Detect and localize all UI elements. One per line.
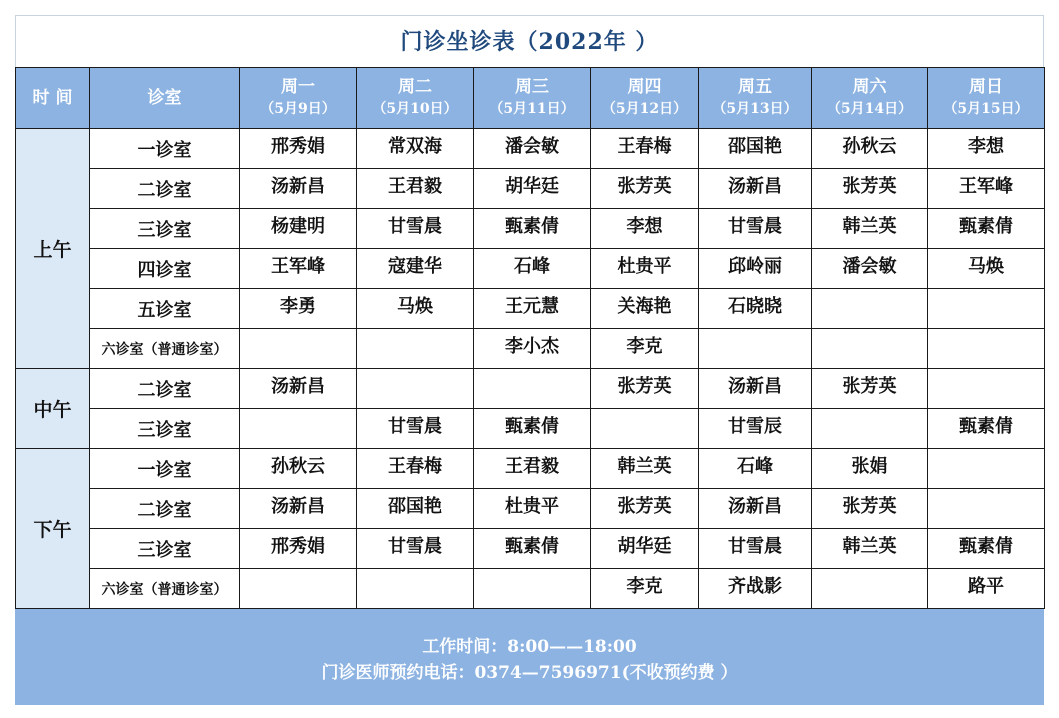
header-day xyxy=(812,68,928,129)
doctor-cell: 杨建明 xyxy=(240,209,357,249)
doctor-cell: 邵国艳 xyxy=(357,489,474,529)
doctor-cell xyxy=(928,289,1045,329)
doctor-cell: 甘雪晨 xyxy=(357,409,474,449)
day-date: （5月15日） xyxy=(943,101,1029,117)
doctor-cell: 王君毅 xyxy=(474,449,591,489)
table-row xyxy=(16,169,1045,209)
doctor-cell: 孙秋云 xyxy=(240,449,357,489)
doctor-cell: 韩兰英 xyxy=(812,209,928,249)
doctor-cell: 关海艳 xyxy=(591,289,699,329)
doctor-cell xyxy=(474,369,591,409)
doctor-cell: 王军峰 xyxy=(928,169,1045,209)
room-name: 三诊室 xyxy=(90,209,240,249)
working-hours: 工作时间：8:00——18:00 xyxy=(422,637,637,657)
doctor-cell xyxy=(591,409,699,449)
day-date: （5月10日） xyxy=(372,101,458,117)
doctor-cell: 张芳英 xyxy=(812,369,928,409)
table-row xyxy=(16,569,1045,609)
doctor-cell xyxy=(812,289,928,329)
doctor-cell: 甘雪晨 xyxy=(699,209,812,249)
doctor-cell: 张芳英 xyxy=(591,169,699,209)
table-row xyxy=(16,449,1045,489)
doctor-cell: 李克 xyxy=(591,569,699,609)
doctor-cell: 李想 xyxy=(928,129,1045,169)
doctor-cell: 常双海 xyxy=(357,129,474,169)
doctor-cell: 李想 xyxy=(591,209,699,249)
doctor-cell: 石峰 xyxy=(699,449,812,489)
doctor-cell: 杜贵平 xyxy=(474,489,591,529)
doctor-cell xyxy=(240,569,357,609)
room-name: 六诊室（普通诊室） xyxy=(90,329,240,369)
doctor-cell: 胡华廷 xyxy=(591,529,699,569)
header-day xyxy=(357,68,474,129)
doctor-cell: 潘会敏 xyxy=(812,249,928,289)
doctor-cell xyxy=(357,569,474,609)
schedule-sheet xyxy=(15,15,1044,705)
room-name: 五诊室 xyxy=(90,289,240,329)
doctor-cell: 甄素倩 xyxy=(928,209,1045,249)
doctor-cell xyxy=(928,449,1045,489)
doctor-cell xyxy=(812,569,928,609)
doctor-cell: 汤新昌 xyxy=(240,369,357,409)
table-row xyxy=(16,289,1045,329)
doctor-cell: 张芳英 xyxy=(812,169,928,209)
day-name: 周四 xyxy=(627,77,662,97)
doctor-cell: 汤新昌 xyxy=(699,169,812,209)
doctor-cell: 王元慧 xyxy=(474,289,591,329)
day-name: 周二 xyxy=(398,77,432,97)
page-title: 门诊坐诊表（2022年 ） xyxy=(15,15,1044,67)
doctor-cell xyxy=(928,489,1045,529)
room-name: 一诊室 xyxy=(90,129,240,169)
doctor-cell: 甄素倩 xyxy=(474,209,591,249)
table-row xyxy=(16,369,1045,409)
day-name: 周三 xyxy=(515,77,549,97)
room-name: 四诊室 xyxy=(90,249,240,289)
room-name: 一诊室 xyxy=(90,449,240,489)
doctor-cell: 韩兰英 xyxy=(812,529,928,569)
doctor-cell: 王军峰 xyxy=(240,249,357,289)
doctor-cell: 杜贵平 xyxy=(591,249,699,289)
table-row xyxy=(16,409,1045,449)
doctor-cell: 甄素倩 xyxy=(474,409,591,449)
doctor-cell: 张芳英 xyxy=(591,369,699,409)
table-row xyxy=(16,249,1045,289)
doctor-cell: 王君毅 xyxy=(357,169,474,209)
appointment-phone: 门诊医师预约电话：0374—7596971(不收预约费 ） xyxy=(321,663,738,683)
schedule-table xyxy=(15,67,1045,609)
doctor-cell: 齐战影 xyxy=(699,569,812,609)
table-row xyxy=(16,489,1045,529)
doctor-cell: 胡华廷 xyxy=(474,169,591,209)
schedule-body xyxy=(16,129,1045,609)
doctor-cell xyxy=(699,329,812,369)
day-date: （5月9日） xyxy=(260,101,336,117)
room-name: 三诊室 xyxy=(90,409,240,449)
doctor-cell: 汤新昌 xyxy=(699,489,812,529)
doctor-cell xyxy=(357,369,474,409)
period-label: 上午 xyxy=(16,129,90,369)
doctor-cell xyxy=(928,369,1045,409)
period-label: 下午 xyxy=(16,449,90,609)
doctor-cell: 邢秀娟 xyxy=(240,529,357,569)
doctor-cell xyxy=(812,329,928,369)
doctor-cell: 李小杰 xyxy=(474,329,591,369)
doctor-cell: 李克 xyxy=(591,329,699,369)
doctor-cell: 石峰 xyxy=(474,249,591,289)
header-day xyxy=(474,68,591,129)
doctor-cell: 石晓晓 xyxy=(699,289,812,329)
day-date: （5月13日） xyxy=(712,101,798,117)
doctor-cell: 马焕 xyxy=(357,289,474,329)
period-label: 中午 xyxy=(16,369,90,449)
doctor-cell: 甄素倩 xyxy=(928,529,1045,569)
doctor-cell: 汤新昌 xyxy=(240,169,357,209)
header-time: 时 间 xyxy=(16,68,90,129)
doctor-cell xyxy=(474,569,591,609)
table-row xyxy=(16,209,1045,249)
day-name: 周五 xyxy=(738,77,772,97)
doctor-cell: 潘会敏 xyxy=(474,129,591,169)
doctor-cell: 甄素倩 xyxy=(928,409,1045,449)
doctor-cell: 寇建华 xyxy=(357,249,474,289)
doctor-cell: 路平 xyxy=(928,569,1045,609)
day-name: 周日 xyxy=(969,77,1003,97)
header-row xyxy=(16,68,1045,129)
day-name: 周一 xyxy=(281,77,315,97)
doctor-cell: 王春梅 xyxy=(591,129,699,169)
day-date: （5月12日） xyxy=(601,101,688,117)
table-row xyxy=(16,529,1045,569)
doctor-cell: 汤新昌 xyxy=(699,369,812,409)
doctor-cell: 甘雪辰 xyxy=(699,409,812,449)
table-row xyxy=(16,129,1045,169)
doctor-cell: 邱岭丽 xyxy=(699,249,812,289)
doctor-cell: 汤新昌 xyxy=(240,489,357,529)
doctor-cell: 韩兰英 xyxy=(591,449,699,489)
doctor-cell: 甄素倩 xyxy=(474,529,591,569)
doctor-cell xyxy=(240,409,357,449)
doctor-cell: 张芳英 xyxy=(812,489,928,529)
doctor-cell: 王春梅 xyxy=(357,449,474,489)
doctor-cell: 马焕 xyxy=(928,249,1045,289)
doctor-cell: 甘雪晨 xyxy=(357,529,474,569)
doctor-cell xyxy=(240,329,357,369)
table-row xyxy=(16,329,1045,369)
doctor-cell: 李勇 xyxy=(240,289,357,329)
day-date: （5月11日） xyxy=(489,101,575,117)
doctor-cell: 邢秀娟 xyxy=(240,129,357,169)
doctor-cell: 张娟 xyxy=(812,449,928,489)
day-date: （5月14日） xyxy=(826,101,913,117)
header-day xyxy=(240,68,357,129)
doctor-cell xyxy=(357,329,474,369)
room-name: 六诊室（普通诊室） xyxy=(90,569,240,609)
footer xyxy=(15,609,1044,705)
room-name: 二诊室 xyxy=(90,489,240,529)
header-day xyxy=(699,68,812,129)
doctor-cell: 甘雪晨 xyxy=(699,529,812,569)
header-day xyxy=(591,68,699,129)
doctor-cell xyxy=(812,409,928,449)
doctor-cell: 邵国艳 xyxy=(699,129,812,169)
doctor-cell: 甘雪晨 xyxy=(357,209,474,249)
header-day xyxy=(928,68,1045,129)
room-name: 二诊室 xyxy=(90,169,240,209)
doctor-cell: 张芳英 xyxy=(591,489,699,529)
doctor-cell: 孙秋云 xyxy=(812,129,928,169)
doctor-cell xyxy=(928,329,1045,369)
room-name: 三诊室 xyxy=(90,529,240,569)
header-room: 诊室 xyxy=(90,68,240,129)
room-name: 二诊室 xyxy=(90,369,240,409)
day-name: 周六 xyxy=(852,77,887,97)
